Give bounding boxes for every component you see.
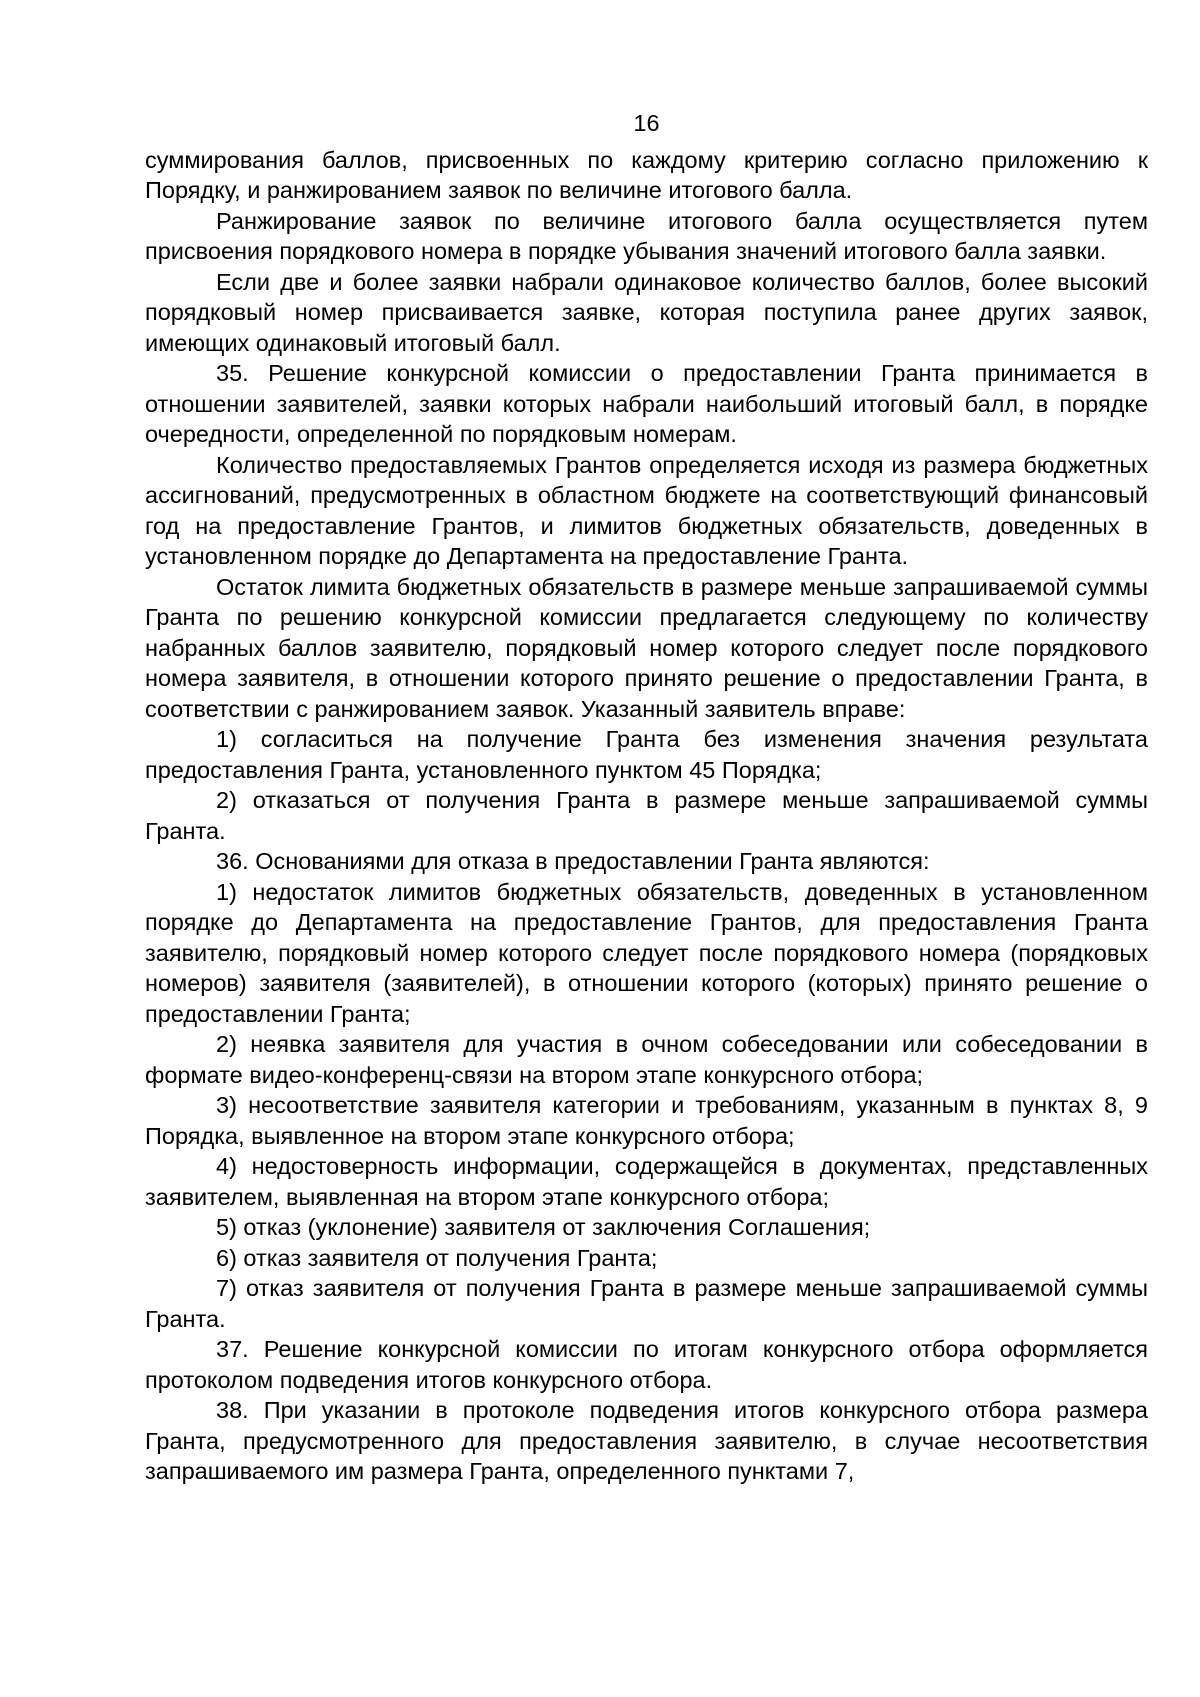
paragraph-refusal-6: 6) отказ заявителя от получения Гранта; xyxy=(216,1244,658,1271)
paragraph-item-35: 35. Решение конкурсной комиссии о предоставлении Гранта принимается в отношении заявителей, заявки которых набрали наибольший итоговый балл, в порядке очередности, определенной по порядковым номерам. xyxy=(145,360,1148,447)
paragraph-option-1: 1) согласиться на получение Гранта без изменения значения результата предоставления Гранта, установленного пунктом 45 Порядка; xyxy=(145,726,1148,783)
paragraph-refusal-1: 1) недостаток лимитов бюджетных обязательств, доведенных в установленном порядке до Департамента на предоставление Грантов, для предоставления Гранта заявителю, порядковый номер которого следует после порядкового номера (порядковых номеров) заявителя (заявителей), в отношении которого (которых) принято решение о предоставлении Гранта; xyxy=(145,878,1148,1027)
paragraph-equal-score: Если две и более заявки набрали одинаковое количество баллов, более высокий порядковый номер присваивается заявке, которая поступила ранее других заявок, имеющих одинаковый итоговый балл. xyxy=(145,268,1148,356)
paragraph-item-38: 38. При указании в протоколе подведения итогов конкурсного отбора размера Гранта, предусмотренного для предоставления заявителю, в случае несоответствия запрашиваемого им размера Гранта, определенного пунктами 7, xyxy=(145,1397,1148,1484)
paragraph-item-37: 37. Решение конкурсной комиссии по итогам конкурсного отбора оформляется протоколом подведения итогов конкурсного отбора. xyxy=(145,1336,1148,1393)
paragraph-continuation: суммирования баллов, присвоенных по каждому критерию согласно приложению к Порядку, и ранжированием заявок по величине итогового балла. xyxy=(145,146,1148,203)
paragraph-refusal-5: 5) отказ (уклонение) заявителя от заключения Соглашения; xyxy=(216,1214,871,1240)
page-number: 16 xyxy=(633,110,660,136)
paragraph-refusal-2: 2) неявка заявителя для участия в очном собеседовании или собеседовании в формате видео-конференц-связи на втором этапе конкурсного отбора; xyxy=(145,1031,1148,1088)
paragraph-remaining-limit: Остаток лимита бюджетных обязательств в размере меньше запрашиваемой суммы Гранта по решению конкурсной комиссии предлагается следующему по количеству набранных баллов заявителю, порядковый номер которого следует после порядкового номера заявителя, в отношении которого принято решение о предоставлении Гранта, в соответствии с ранжированием заявок. Указанный заявитель вправе: xyxy=(145,573,1148,722)
paragraph-refusal-3: 3) несоответствие заявителя категории и требованиям, указанным в пунктах 8, 9 Порядка, выявленное на втором этапе конкурсного отбора; xyxy=(145,1092,1148,1149)
document-page xyxy=(145,108,1148,1487)
paragraph-item-36: 36. Основаниями для отказа в предоставлении Гранта являются: xyxy=(216,848,930,874)
paragraph-refusal-4: 4) недостоверность информации, содержащейся в документах, представленных заявителем, выявленная на втором этапе конкурсного отбора; xyxy=(145,1153,1148,1210)
paragraph-refusal-7: 7) отказ заявителя от получения Гранта в размере меньше запрашиваемой суммы Гранта. xyxy=(145,1275,1148,1332)
paragraph-grant-count: Количество предоставляемых Грантов определяется исходя из размера бюджетных ассигнований, предусмотренных в областном бюджете на соответствующий финансовый год на предоставление Грантов, и лимитов бюджетных обязательств, доведенных в установленном порядке до Департамента на предоставление Гранта. xyxy=(145,451,1148,569)
paragraph-option-2: 2) отказаться от получения Гранта в размере меньше запрашиваемой суммы Гранта. xyxy=(145,787,1148,844)
paragraph-ranking: Ранжирование заявок по величине итогового балла осуществляется путем присвоения порядкового номера в порядке убывания значений итогового балла заявки. xyxy=(145,207,1148,264)
